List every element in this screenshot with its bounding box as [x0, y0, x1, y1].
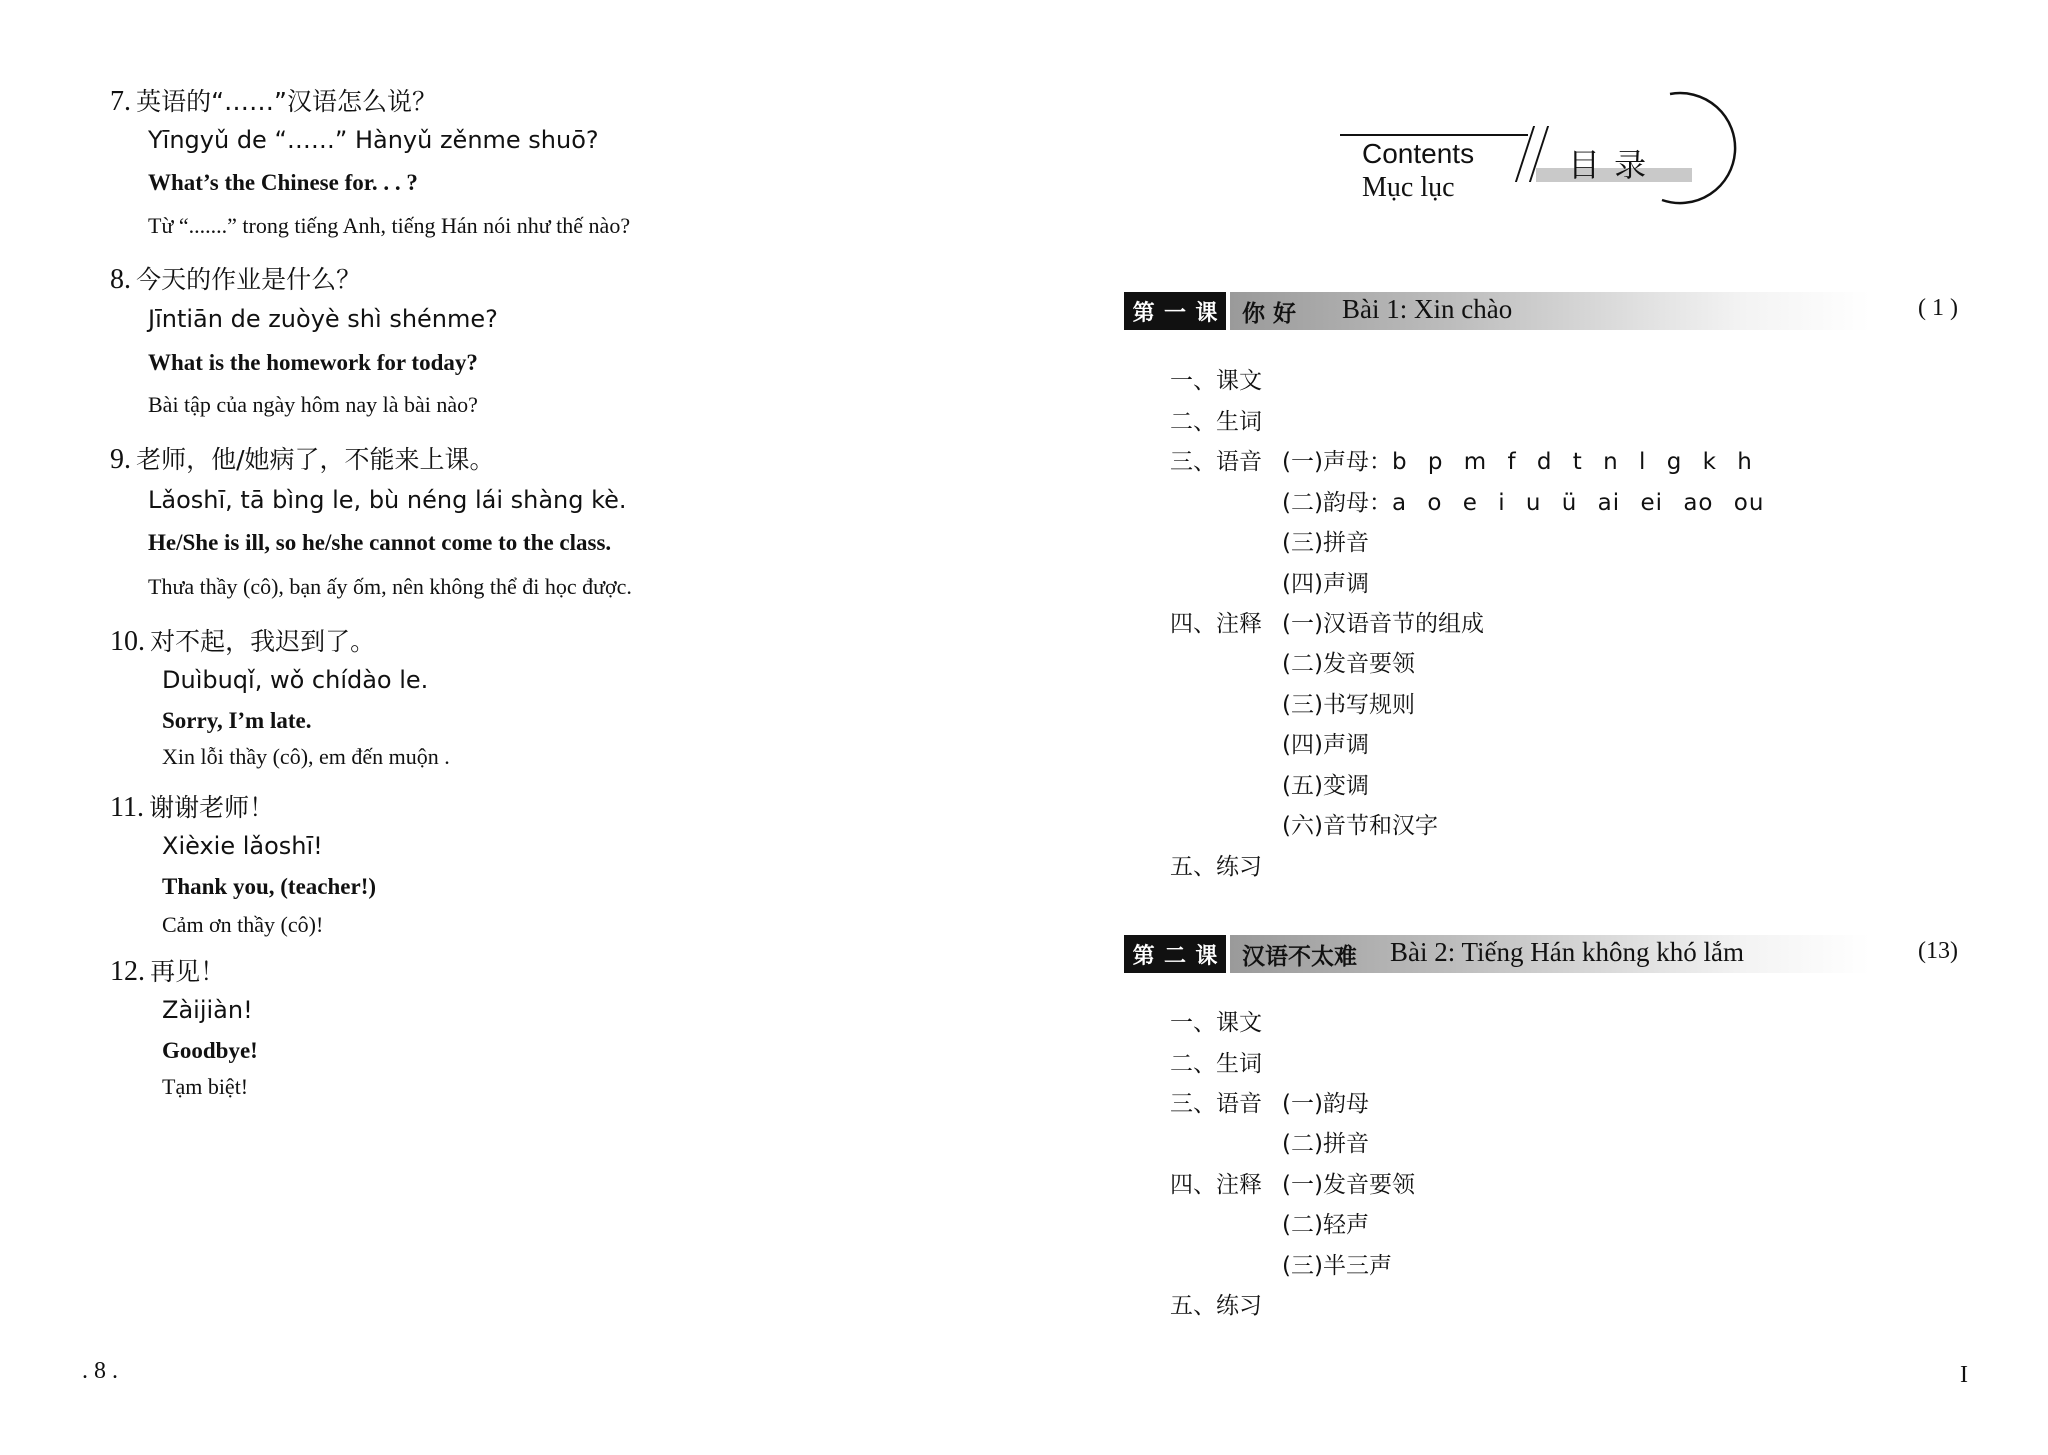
lesson-1-title-zh: 你 好 — [1242, 301, 1297, 327]
lesson-1-subitem — [1282, 484, 1764, 517]
finals-list: a o e i u ü ai ei ao ou — [1391, 490, 1765, 516]
subitem-text: (二)韵母： — [1282, 490, 1392, 516]
header-chinese: 目 录 — [1568, 146, 1649, 184]
phrase-number: 11. — [110, 792, 144, 823]
lesson-2-title-vi: Bài 2: Tiếng Hán không khó lắm — [1390, 937, 1745, 967]
lesson-1-subitem — [1282, 443, 1753, 476]
lesson-2-title-zh: 汉语不太难 — [1242, 944, 1357, 970]
lesson-1-subitem: (三)拼音 — [1282, 530, 1369, 556]
lesson-1-page: ( 1 ) — [1918, 295, 1958, 321]
lesson-2-item: 一、课文 — [1170, 1010, 1262, 1036]
phrase-vietnamese: Cảm ơn thầy (cô)! — [162, 912, 324, 937]
lesson-1-item: 五、练习 — [1170, 854, 1262, 880]
lesson-1-item: 三、语音 — [1170, 449, 1262, 475]
phrase-number: 10. — [110, 626, 145, 657]
lesson-2-item: 二、生词 — [1170, 1051, 1262, 1077]
header-contents: Contents — [1362, 138, 1475, 169]
lesson-2-item: 三、语音 — [1170, 1091, 1262, 1117]
lesson-label-char: 第 — [1132, 300, 1155, 326]
phrase-pinyin: Xièxie lǎoshī! — [162, 832, 323, 860]
phrase-chinese: 今天的作业是什么？ — [136, 265, 362, 294]
phrase-number: 12. — [110, 956, 145, 987]
phrase-number: 9. — [110, 444, 131, 475]
lesson-label-char: 一 — [1163, 300, 1186, 326]
phrase-chinese: 对不起，我迟到了。 — [150, 627, 376, 656]
subitem-text: (一)声母： — [1282, 449, 1392, 475]
phrase-vietnamese: Tạm biệt! — [162, 1074, 249, 1099]
lesson-2-subitem: (二)轻声 — [1282, 1212, 1369, 1238]
phrase-vietnamese: Thưa thầy (cô), bạn ấy ốm, nên không thể đi học được. — [148, 574, 632, 599]
lesson-label-char: 第 — [1132, 943, 1155, 969]
lesson-2-item: 四、注释 — [1170, 1172, 1262, 1198]
phrase-english: What is the homework for today? — [148, 350, 478, 375]
lesson-1-subitem: (三)书写规则 — [1282, 692, 1415, 718]
lesson-1-item: 一、课文 — [1170, 368, 1262, 394]
lesson-1-bar — [1124, 292, 1958, 330]
lesson-1-subitem: (五)变调 — [1282, 773, 1369, 799]
phrase-pinyin: Jīntiān de zuòyè shì shénme? — [148, 305, 498, 333]
lesson-label-char: 课 — [1195, 943, 1218, 969]
phrase-vietnamese: Từ “.......” trong tiếng Anh, tiếng Hán nói như thế nào? — [148, 213, 631, 238]
lesson-1-subitem: (六)音节和汉字 — [1282, 813, 1438, 839]
page-number-left: . 8 . — [82, 1358, 118, 1384]
phrase-english: What’s the Chinese for. . . ? — [148, 170, 418, 195]
phrase-chinese: 谢谢老师！ — [149, 793, 275, 822]
header-arc — [1640, 88, 1740, 208]
lesson-2-subitem: (一)发音要领 — [1282, 1172, 1415, 1198]
lesson-1-subitem: (一)汉语音节的组成 — [1282, 611, 1484, 637]
lesson-1-subitem: (四)声调 — [1282, 732, 1369, 758]
phrase-number: 7. — [110, 86, 131, 117]
lesson-2-subitem: (二)拼音 — [1282, 1131, 1369, 1157]
lesson-2-page: (13) — [1918, 938, 1958, 964]
page-number-right: I — [1960, 1362, 1968, 1388]
lesson-2-label — [1124, 935, 1226, 973]
lesson-1-subitem: (二)发音要领 — [1282, 651, 1415, 677]
lesson-label-char: 二 — [1163, 943, 1186, 969]
lesson-1-subitem: (四)声调 — [1282, 571, 1369, 597]
phrase-number: 8. — [110, 264, 131, 295]
phrase-vietnamese: Bài tập của ngày hôm nay là bài nào? — [148, 392, 478, 417]
phrase-english: He/She is ill, so he/she cannot come to the class. — [148, 530, 612, 555]
phrase-pinyin: Duìbuqǐ, wǒ chídào le. — [162, 666, 429, 694]
phrase-pinyin: Lǎoshī, tā bìng le, bù néng lái shàng kè. — [148, 486, 627, 514]
phrase-chinese: 再见！ — [150, 957, 226, 986]
phrase-english: Thank you, (teacher!) — [162, 874, 377, 899]
lesson-2-bar — [1124, 935, 1958, 973]
lesson-2-item: 五、练习 — [1170, 1293, 1262, 1319]
lesson-1-item: 四、注释 — [1170, 611, 1262, 637]
header-rule — [1340, 134, 1528, 136]
initials-list: b p m f d t n l g k h — [1391, 449, 1753, 475]
phrase-vietnamese: Xin lỗi thầy (cô), em đến muộn . — [162, 744, 450, 769]
phrase-english: Goodbye! — [162, 1038, 258, 1063]
lesson-2-subitem: (一)韵母 — [1282, 1091, 1369, 1117]
lesson-1-label — [1124, 292, 1226, 330]
phrase-pinyin: Yīngyǔ de “……” Hànyǔ zěnme shuō? — [148, 126, 599, 154]
header-muc-luc: Mục lục — [1362, 172, 1455, 203]
phrase-pinyin: Zàijiàn! — [162, 996, 253, 1024]
phrase-chinese: 老师，他/她病了，不能来上课。 — [136, 445, 495, 474]
lesson-label-char: 课 — [1195, 300, 1218, 326]
lesson-2-subitem: (三)半三声 — [1282, 1253, 1392, 1279]
lesson-1-gradient — [1230, 292, 1870, 330]
lesson-1-title-vi: Bài 1: Xin chào — [1342, 294, 1513, 324]
lesson-1-item: 二、生词 — [1170, 409, 1262, 435]
phrase-chinese: 英语的“……”汉语怎么说？ — [136, 87, 437, 116]
phrase-english: Sorry, I’m late. — [162, 708, 312, 733]
